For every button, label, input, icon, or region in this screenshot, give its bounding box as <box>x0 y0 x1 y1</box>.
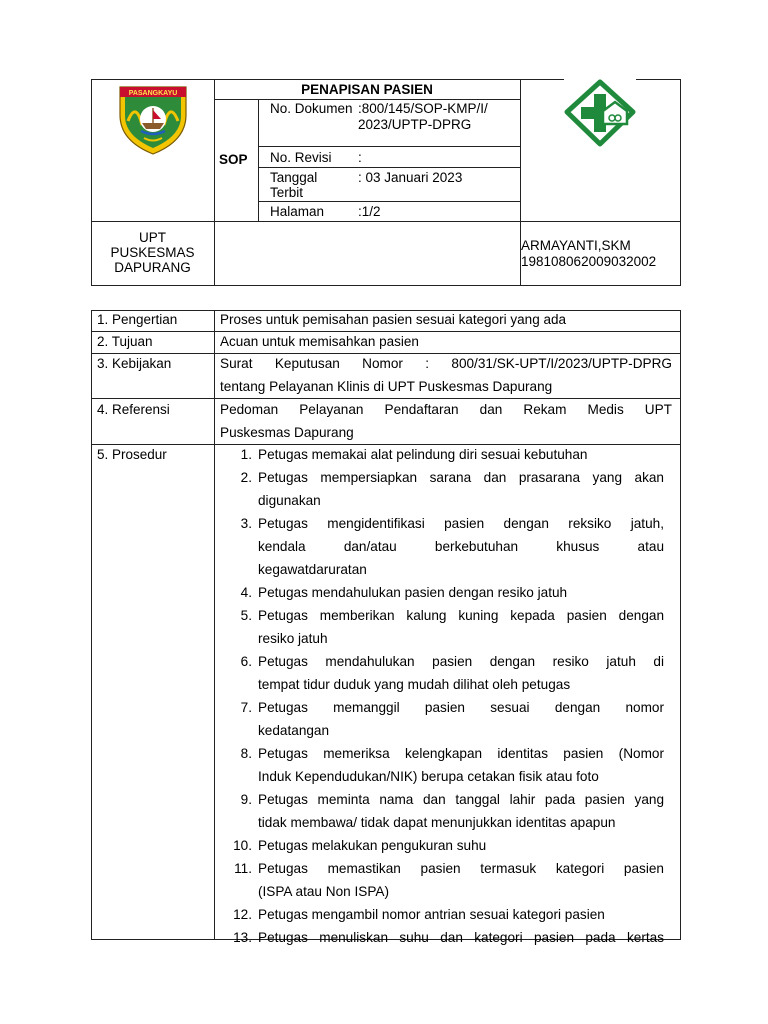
procedure-step-number: 6. <box>240 654 252 669</box>
policy-text-line2: tentang Pelayanan Klinis di UPT Puskesmas Dapurang <box>220 379 553 394</box>
procedure-step-number: 7. <box>240 700 252 715</box>
procedure-step-number: 5. <box>240 608 252 623</box>
procedure-step-text <box>258 604 664 650</box>
procedure-step-line: Petugas mengidentifikasi pasien dengan reksiko jatuh, <box>258 516 664 531</box>
procedure-step-number: 10. <box>233 838 252 853</box>
procedure-step-number: 4. <box>240 585 252 600</box>
procedure-step-number: 3. <box>240 516 252 531</box>
field-revision-value: : <box>358 150 362 165</box>
row-label-purpose: 2. Tujuan <box>97 334 153 349</box>
procedure-step-line: Petugas menuliskan suhu dan kategori pasien pada kertas <box>258 930 664 945</box>
pasangkayu-emblem-logo <box>114 81 192 157</box>
signer-name: ARMAYANTI,SKM <box>521 238 631 253</box>
procedure-step-line: Petugas mengambil nomor antrian sesuai kategori pasien <box>258 907 605 922</box>
procedure-step-text <box>258 650 664 696</box>
procedure-step-line: Petugas memeriksa kelengkapan identitas pasien (Nomor <box>258 746 664 761</box>
procedure-step-line: resiko jatuh <box>258 631 328 646</box>
reference-text-line1: Pedoman Pelayanan Pendaftaran dan Rekam Medis UPT <box>220 402 672 417</box>
field-issue-date-label-1: Tanggal <box>270 170 318 185</box>
document-title: PENAPISAN PASIEN <box>301 82 433 97</box>
procedure-step-line: Petugas memberikan kalung kuning kepada pasien dengan <box>258 608 664 623</box>
procedure-step-number: 1. <box>240 447 252 462</box>
procedure-step-text <box>258 742 664 788</box>
procedure-step-line: Petugas mempersiapkan sarana dan prasarana yang akan <box>258 470 664 485</box>
procedure-step-text <box>258 926 664 949</box>
puskesmas-logo <box>563 78 637 148</box>
org-name-line2: PUSKESMAS <box>110 245 195 260</box>
procedure-step-number: 11. <box>234 861 252 876</box>
procedure-step-number: 8. <box>240 746 252 761</box>
procedure-step-line: kendala dan/atau berkebutuhan khusus atau <box>258 539 664 554</box>
procedure-step-text <box>258 581 664 604</box>
field-doc-number-value-1: :800/145/SOP-KMP/I/ <box>358 101 488 116</box>
emblem-motto: PASANGKAYU <box>128 90 178 97</box>
field-issue-date-label-2: Terbit <box>270 185 304 200</box>
procedure-step-text <box>258 834 664 857</box>
procedure-step-number: 2. <box>240 470 252 485</box>
procedure-step-line: kegawatdaruratan <box>258 562 367 577</box>
procedure-step-line: digunakan <box>258 493 321 508</box>
reference-text-line2: Puskesmas Dapurang <box>220 425 354 440</box>
procedure-step-text <box>258 443 664 466</box>
procedure-step-line: Induk Kependudukan/NIK) berupa cetakan fisik atau foto <box>258 769 599 784</box>
procedure-step-line: Petugas memakai alat pelindung diri sesuai kebutuhan <box>258 447 588 462</box>
field-doc-number-value-2: 2023/UPTP-DPRG <box>358 117 472 132</box>
procedure-step-line: Petugas memastikan pasien termasuk kategori pasien <box>258 861 664 876</box>
purpose-text: Acuan untuk memisahkan pasien <box>220 334 419 349</box>
procedure-step-line: tidak membawa/ tidak dapat menunjukkan identitas apapun <box>258 815 616 830</box>
procedure-step-number: 13. <box>233 930 252 945</box>
field-issue-date-value: : 03 Januari 2023 <box>358 170 463 185</box>
procedure-step-text <box>258 903 664 926</box>
field-doc-number-label: No. Dokumen <box>270 101 353 116</box>
procedure-step-line: kedatangan <box>258 723 330 738</box>
procedure-list <box>226 443 678 945</box>
procedure-step-line: (ISPA atau Non ISPA) <box>258 884 389 899</box>
row-label-procedure: 5. Prosedur <box>97 447 167 462</box>
field-page-label: Halaman <box>270 204 325 219</box>
field-revision-label: No. Revisi <box>270 150 332 165</box>
procedure-step-text <box>258 857 664 903</box>
procedure-step-text <box>258 696 664 742</box>
procedure-step-line: Petugas mendahulukan pasien dengan resiko jatuh <box>258 585 568 600</box>
definition-text: Proses untuk pemisahan pasien sesuai kategori yang ada <box>220 312 566 327</box>
procedure-step-line: Petugas memanggil pasien sesuai dengan nomor <box>258 700 664 715</box>
procedure-step-line: tempat tidur duduk yang mudah dilihat oleh petugas <box>258 677 571 692</box>
field-page-value: :1/2 <box>358 204 381 219</box>
procedure-step-number: 12. <box>233 907 252 922</box>
row-label-reference: 4. Referensi <box>97 402 170 417</box>
procedure-step-text <box>258 788 664 834</box>
row-label-definition: 1. Pengertian <box>97 312 178 327</box>
signer-nip: 198108062009032002 <box>521 254 657 269</box>
procedure-step-text <box>258 512 664 581</box>
procedure-step-text <box>258 466 664 512</box>
procedure-step-line: Petugas mendahulukan pasien dengan resiko jatuh di <box>258 654 664 669</box>
row-label-policy: 3. Kebijakan <box>97 356 172 371</box>
policy-text-line1: Surat Keputusan Nomor : 800/31/SK-UPT/I/2023/UPTP-DPRG <box>220 356 672 371</box>
procedure-step-number: 9. <box>240 792 252 807</box>
sop-label: SOP <box>219 152 248 167</box>
org-name-line3: DAPURANG <box>114 260 191 275</box>
org-name-line1: UPT <box>139 230 166 245</box>
procedure-step-line: Petugas meminta nama dan tanggal lahir pada pasien yang <box>258 792 664 807</box>
procedure-step-line: Petugas melakukan pengukuran suhu <box>258 838 487 853</box>
